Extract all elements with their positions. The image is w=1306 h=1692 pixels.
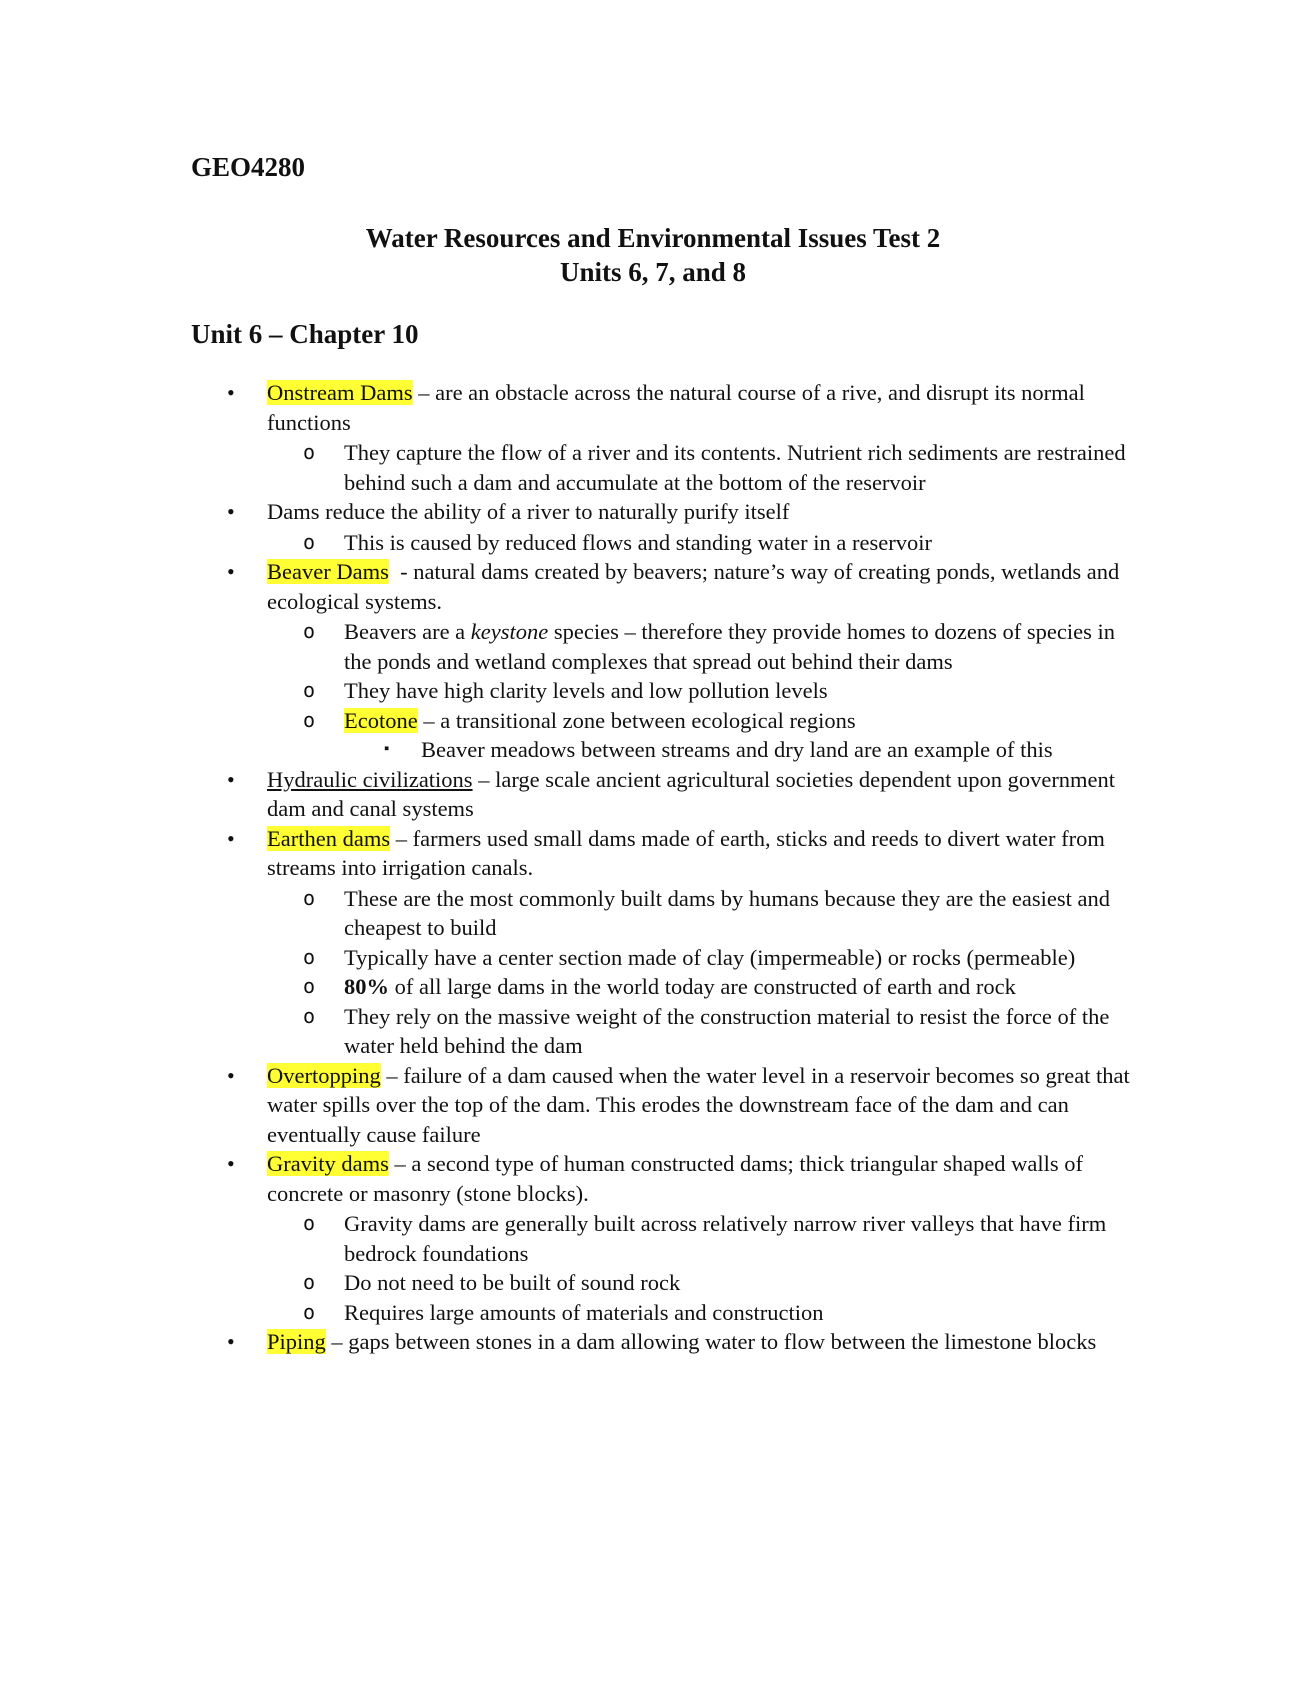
sub-list-item	[267, 706, 1131, 765]
sub-list-item	[267, 1298, 1131, 1328]
sub-list	[267, 438, 1131, 497]
definition-text: – a second type of human constructed dams; thick triangular shaped walls of concrete or masonry (stone blocks).	[267, 1151, 1084, 1206]
sub-item-text: They rely on the massive weight of the construction material to resist the force of the water held behind the dam	[344, 1003, 1110, 1058]
document-title	[150, 221, 1156, 289]
sub-marker: o	[303, 707, 316, 732]
sub-marker: o	[303, 1211, 316, 1235]
course-code: GEO4280	[191, 152, 306, 182]
bullet-marker: •	[227, 1062, 235, 1088]
sub-marker: o	[303, 944, 316, 969]
sub-marker: o	[303, 1299, 316, 1324]
definition-text: – large scale ancient agricultural societies dependent upon government dam and canal systems	[267, 766, 1116, 821]
list-item	[191, 824, 1131, 1061]
sub-item-text: of all large dams in the world today are constructed of earth and rock	[389, 974, 1016, 999]
sub-marker: o	[303, 440, 316, 464]
sub-list	[267, 528, 1131, 558]
list-item	[191, 765, 1131, 824]
definition-text: - natural dams created by beavers; nature’s way of creating ponds, wetlands and ecological systems.	[267, 559, 1125, 614]
definition-text: – failure of a dam caused when the water level in a reservoir becomes so great that water spills over the top of the dam. This erodes the downstream face of the dam and can eventually cause failure	[267, 1062, 1130, 1147]
section-heading: Unit 6 – Chapter 10	[191, 319, 419, 349]
sub-list-item	[267, 1002, 1131, 1061]
highlighted-term: Beaver Dams	[267, 559, 389, 584]
sub-marker: o	[303, 974, 316, 998]
bold-statistic: 80%	[344, 974, 389, 999]
sub-marker: o	[303, 885, 316, 910]
highlighted-term: Gravity dams	[267, 1151, 389, 1176]
sub-list-item	[267, 943, 1131, 973]
sub-list-item	[267, 438, 1131, 497]
sub-marker: o	[303, 619, 316, 643]
list-item	[191, 1149, 1131, 1327]
list-item	[191, 1061, 1131, 1150]
notes-list	[191, 378, 1131, 1357]
sub-item-text: They have high clarity levels and low pollution levels	[344, 678, 828, 703]
sub-list-item	[267, 1209, 1131, 1268]
sub-sub-list	[344, 735, 1131, 765]
sub-item-text: This is caused by reduced flows and standing water in a reservoir	[344, 529, 932, 555]
list-item	[191, 378, 1131, 497]
sub-item-text: species – therefore they provide homes to dozens of species in the ponds and wetland complexes that spread out behind their dams	[344, 619, 1115, 674]
definition-text: – a transitional zone between ecological regions	[417, 707, 856, 733]
sub-list-item	[267, 617, 1131, 676]
bullet-marker: •	[227, 1151, 235, 1176]
bullet-marker: •	[227, 380, 235, 405]
sub-item-text: Do not need to be built of sound rock	[344, 1270, 681, 1295]
sub-item-text: Typically have a center section made of clay (impermeable) or rocks (permeable)	[344, 944, 1076, 970]
sub-list	[267, 1209, 1131, 1327]
bullet-marker: •	[227, 825, 235, 851]
sub-item-text: Beavers are a	[344, 619, 471, 644]
list-item	[191, 1327, 1131, 1357]
underlined-term: Hydraulic civilizations	[267, 766, 473, 792]
sub-list-item	[267, 972, 1131, 1002]
notes-content	[191, 378, 1131, 1357]
sub-list-item	[267, 1268, 1131, 1298]
sub-sub-list-item	[344, 735, 1131, 765]
sub-sub-item-text: Beaver meadows between streams and dry land are an example of this	[421, 737, 1053, 762]
bullet-marker: •	[227, 766, 235, 792]
sub-marker: o	[303, 529, 316, 554]
highlighted-term: Overtopping	[267, 1062, 381, 1088]
sub-list-item	[267, 528, 1131, 558]
sub-item-text: They capture the flow of a river and its contents. Nutrient rich sediments are restrained behind such a dam and accumulate at the bottom of the reservoir	[344, 440, 1126, 495]
sub-list-item	[267, 884, 1131, 943]
sub-marker: o	[303, 1003, 316, 1028]
bullet-marker: •	[227, 559, 235, 584]
highlighted-term: Earthen dams	[267, 825, 391, 851]
bullet-marker: •	[227, 1329, 235, 1354]
bullet-marker: •	[227, 499, 235, 524]
sub-marker: o	[303, 1270, 316, 1294]
highlighted-term: Onstream Dams	[267, 380, 413, 405]
keyword-italic: keystone	[470, 619, 549, 644]
highlighted-term: Piping	[267, 1329, 326, 1354]
definition-text: – gaps between stones in a dam allowing water to flow between the limestone blocks	[325, 1329, 1097, 1354]
sub-marker: o	[303, 678, 316, 702]
sub-item-text: Gravity dams are generally built across relatively narrow river valleys that have firm bedrock foundations	[344, 1211, 1107, 1266]
sub-list	[267, 617, 1131, 765]
title-line-2: Units 6, 7, and 8	[559, 257, 747, 287]
list-item	[191, 557, 1131, 765]
item-text: Dams reduce the ability of a river to naturally purify itself	[267, 499, 790, 524]
list-item	[191, 497, 1131, 557]
definition-text: – are an obstacle across the natural course of a rive, and disrupt its normal functions	[267, 380, 1085, 435]
definition-text: – farmers used small dams made of earth, sticks and reeds to divert water from streams into irrigation canals.	[267, 825, 1105, 880]
title-line-1: Water Resources and Environmental Issues Test 2	[365, 223, 941, 253]
sub-list	[267, 884, 1131, 1061]
sub-item-text: These are the most commonly built dams by humans because they are the easiest and cheapest to build	[344, 885, 1111, 940]
highlighted-term: Ecotone	[344, 707, 418, 733]
sub-item-text: Requires large amounts of materials and construction	[344, 1299, 824, 1325]
sub-list-item	[267, 676, 1131, 706]
square-marker: ▪	[384, 741, 390, 757]
